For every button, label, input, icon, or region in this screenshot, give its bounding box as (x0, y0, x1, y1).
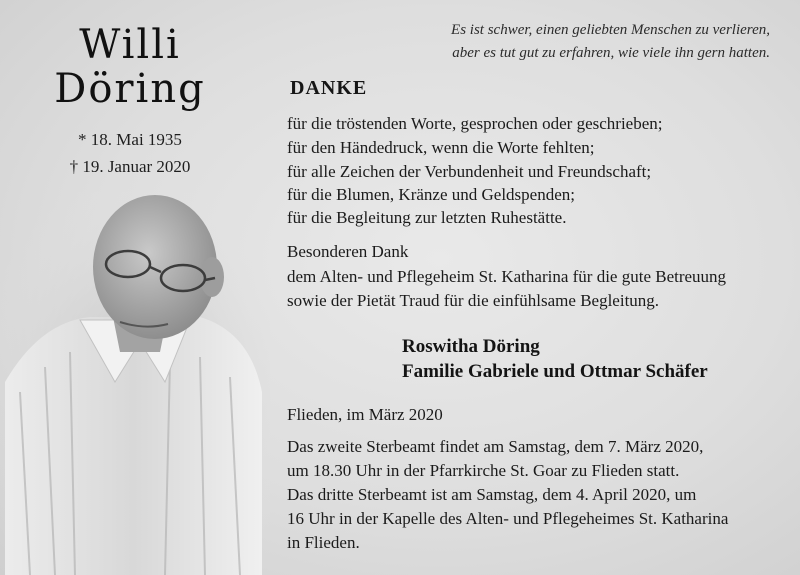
notice-line: in Flieden. (287, 533, 360, 552)
thanks-line: für den Händedruck, wenn die Worte fehlten; (287, 138, 595, 157)
notice-line: Das zweite Sterbeamt findet am Samstag, dem 7. März 2020, (287, 437, 704, 456)
signatory: Roswitha Döring (402, 336, 540, 357)
signatory: Familie Gabriele und Ottmar Schäfer (402, 361, 708, 382)
place-date: Flieden, im März 2020 (287, 405, 443, 424)
thanks-line: für die tröstenden Worte, gesprochen oder geschrieben; (287, 114, 663, 133)
thanks-heading: DANKE (290, 77, 368, 99)
birth-date: * 18. Mai 1935 (78, 130, 182, 149)
portrait-photo (0, 192, 270, 575)
special-thanks-label: Besonderen Dank (287, 242, 409, 261)
thanks-line: für die Begleitung zur letzten Ruhestätte. (287, 208, 567, 227)
notice-line: um 18.30 Uhr in der Pfarrkirche St. Goar zu Flieden statt. (287, 461, 680, 480)
notice-line: 16 Uhr in der Kapelle des Alten- und Pflegeheimes St. Katharina (287, 509, 729, 528)
special-thanks-line: sowie der Pietät Traud für die einfühlsame Begleitung. (287, 291, 660, 310)
special-thanks-line: dem Alten- und Pflegeheim St. Katharina für die gute Betreuung (287, 267, 727, 286)
notice-line: Das dritte Sterbeamt ist am Samstag, dem 4. April 2020, um (287, 485, 697, 504)
deceased-first-name: Willi (79, 22, 181, 68)
thanks-line: für alle Zeichen der Verbundenheit und Freundschaft; (287, 162, 652, 181)
thanks-line: für die Blumen, Kränze und Geldspenden; (287, 185, 575, 204)
quote-line-1: Es ist schwer, einen geliebten Menschen zu verlieren, (451, 22, 770, 38)
deceased-last-name: Döring (54, 66, 206, 112)
death-date: † 19. Januar 2020 (69, 157, 191, 176)
quote-line-2: aber es tut gut zu erfahren, wie viele ihn gern hatten. (452, 45, 770, 61)
